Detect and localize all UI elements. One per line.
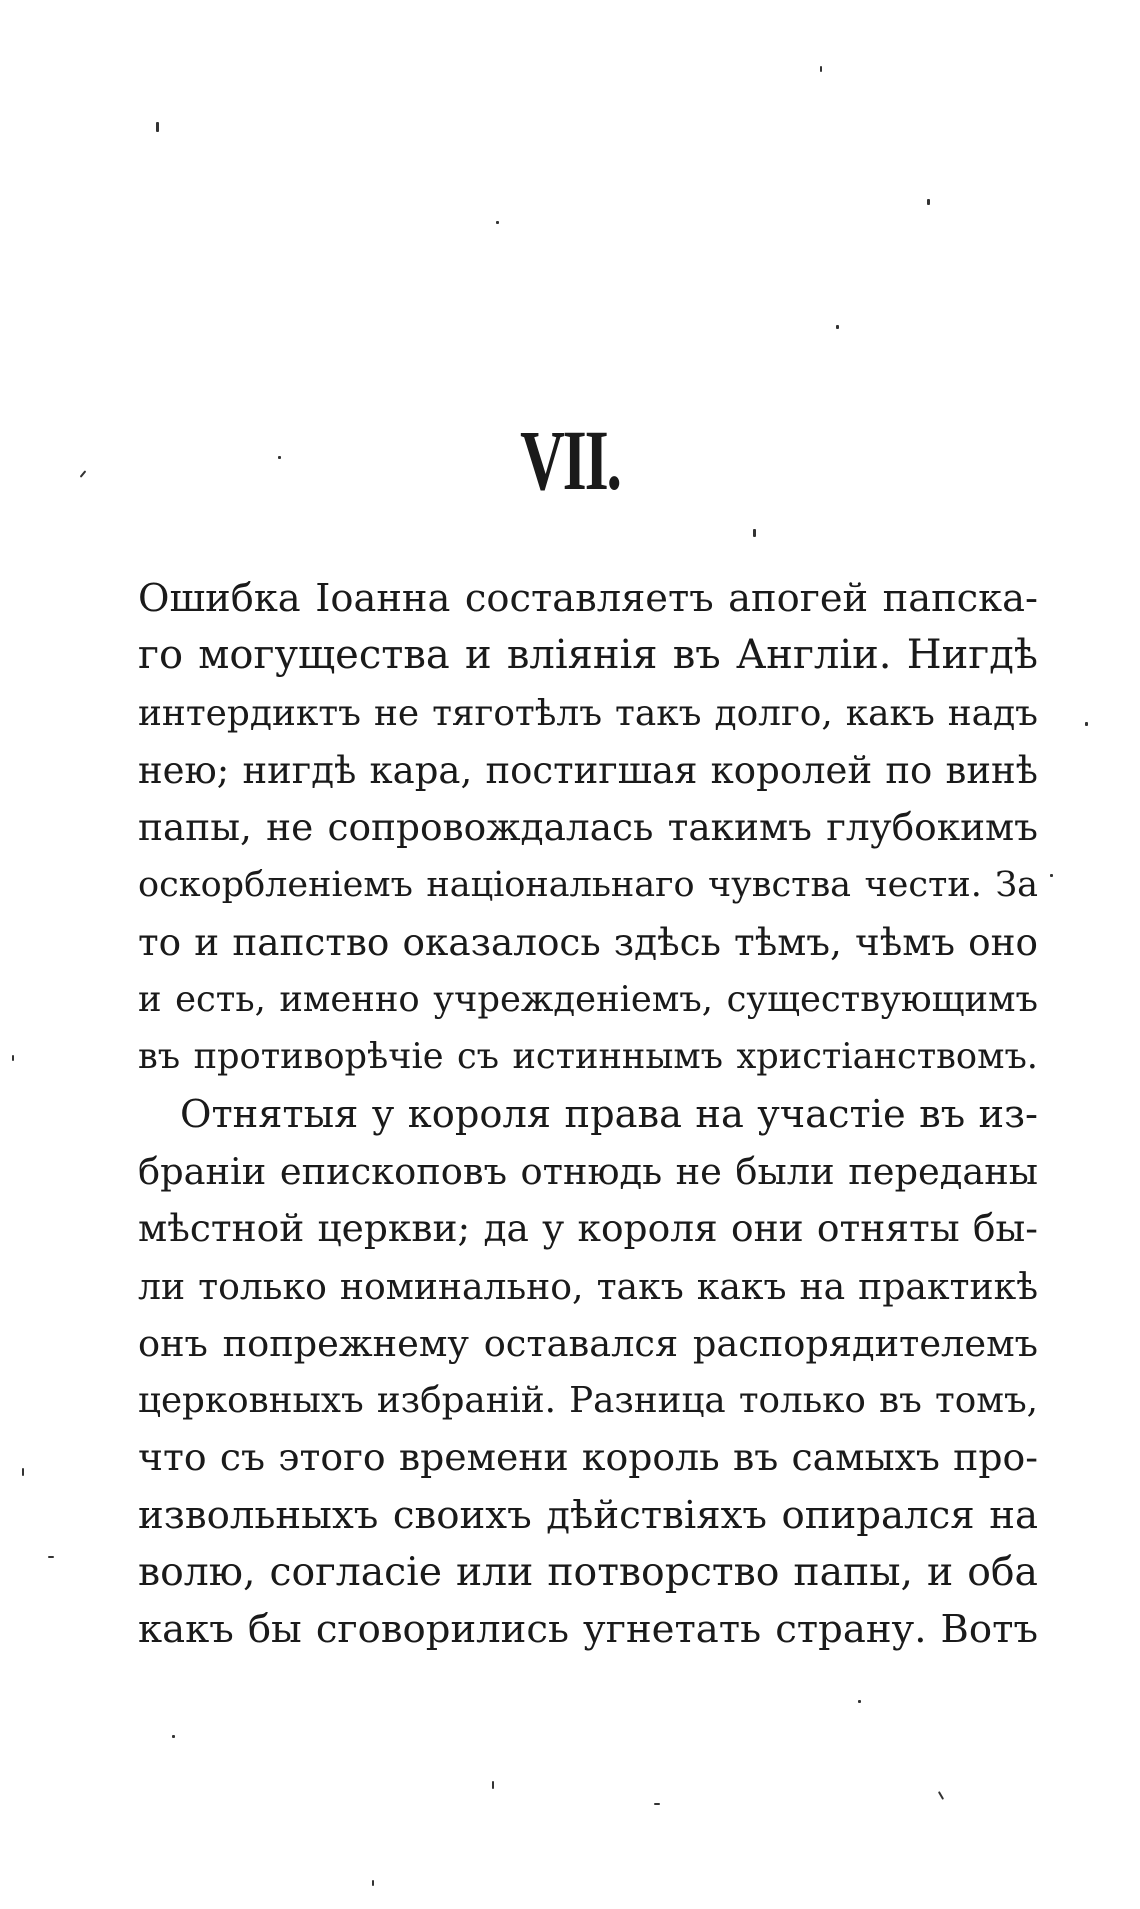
body-text	[138, 570, 1038, 1659]
print-speck	[927, 199, 930, 205]
print-speck	[1085, 722, 1088, 726]
print-speck	[156, 122, 159, 132]
text-line: извольныхъ своихъ дѣйствіяхъ опирался на	[138, 1492, 1038, 1538]
text-line: онъ попрежнему оставался распорядителемъ	[138, 1321, 1038, 1365]
print-speck	[858, 1700, 861, 1703]
paragraph-1	[138, 570, 1038, 1086]
text-line: волю, согласіе или потворство папы, и оба	[138, 1550, 1038, 1596]
print-speck	[22, 1468, 24, 1476]
print-speck	[172, 1735, 175, 1738]
text-line: какъ бы сговорились угнетать страну. Вотъ	[138, 1607, 1038, 1653]
print-speck	[654, 1803, 660, 1805]
text-line: оскорбленіемъ національнаго чувства чести. За	[138, 864, 1038, 906]
print-speck	[820, 66, 822, 72]
print-speck	[12, 1055, 14, 1061]
print-speck	[48, 1556, 54, 1558]
text-line: браніи епископовъ отнюдь не были переданы	[138, 1149, 1038, 1193]
text-line: Отнятыя у короля права на участіе въ из-	[180, 1091, 1038, 1137]
text-line: церковныхъ избраній. Разница только въ томъ,	[138, 1380, 1038, 1422]
text-line: то и папство оказалось здѣсь тѣмъ, чѣмъ оно	[138, 919, 1038, 964]
print-speck	[1050, 874, 1053, 877]
text-line: го могущества и вліянія въ Англіи. Нигдѣ	[138, 632, 1038, 679]
text-line: и есть, именно учрежденіемъ, существующимъ	[138, 979, 1038, 1021]
text-line: папы, не сопровождалась такимъ глубокимъ	[138, 805, 1038, 850]
print-speck	[753, 529, 756, 537]
paragraph-2	[138, 1086, 1038, 1659]
text-line: интердиктъ не тяготѣлъ такъ долго, какъ надъ	[138, 692, 1038, 734]
text-line: ли только номинально, такъ какъ на практикѣ	[138, 1264, 1038, 1308]
print-speck	[492, 1781, 494, 1789]
text-line: что съ этого времени король въ самыхъ про-	[138, 1435, 1038, 1480]
print-speck	[938, 1791, 944, 1800]
print-speck	[372, 1880, 374, 1886]
print-speck	[496, 221, 499, 224]
chapter-heading: VII.	[520, 412, 620, 508]
text-line: нею; нигдѣ кара, постигшая королей по винѣ	[138, 748, 1038, 792]
print-speck	[80, 470, 87, 477]
print-speck	[836, 325, 839, 329]
text-line: Ошибка Іоанна составляетъ апогей папска-	[138, 576, 1038, 621]
text-line: въ противорѣчіе съ истиннымъ христіанствомъ.	[138, 1036, 1038, 1078]
text-line: мѣстной церкви; да у короля они отняты бы-	[138, 1206, 1038, 1251]
